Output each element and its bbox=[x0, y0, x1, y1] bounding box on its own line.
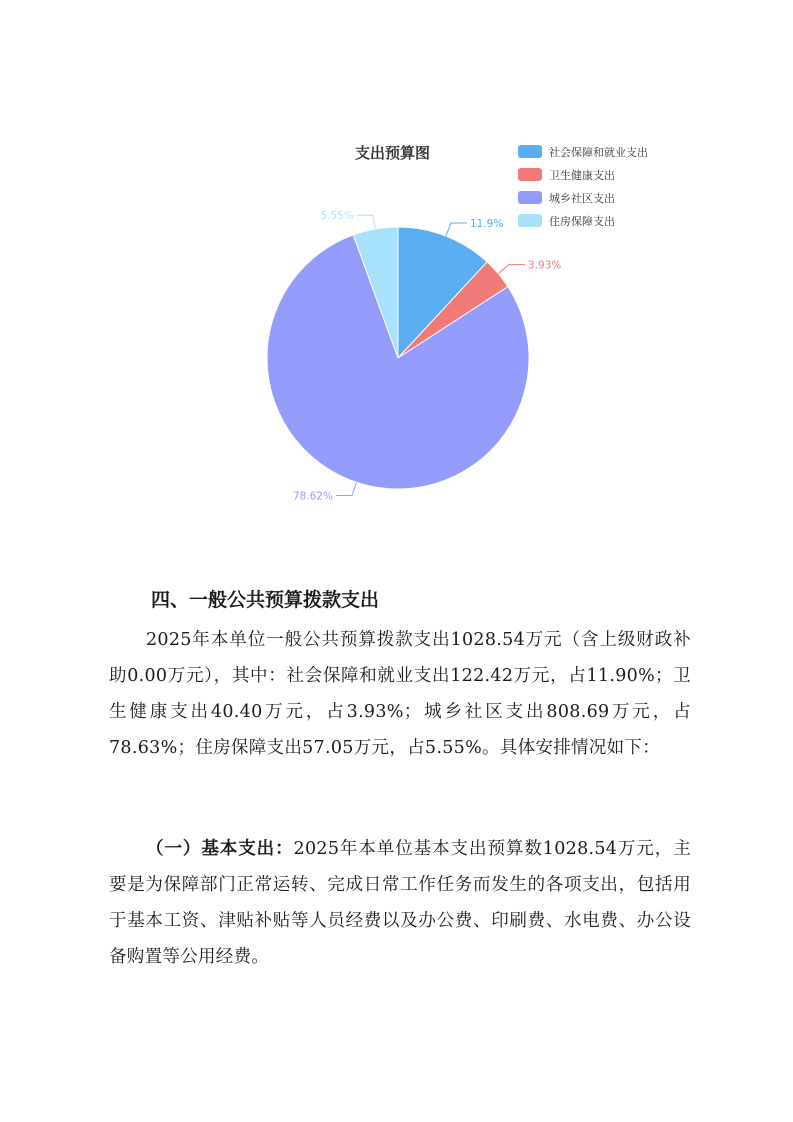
chart-title: 支出预算图 bbox=[355, 144, 431, 162]
pie-leader-line bbox=[357, 215, 375, 229]
pie-leader-line bbox=[446, 223, 467, 236]
legend-label: 卫生健康支出 bbox=[549, 169, 615, 182]
legend-swatch bbox=[518, 191, 542, 204]
legend-label: 住房保障支出 bbox=[549, 215, 615, 228]
legend-swatch bbox=[518, 145, 542, 158]
pie-slice-label: 5.55% bbox=[320, 210, 354, 223]
legend-swatch bbox=[518, 214, 542, 227]
pie-slices bbox=[267, 227, 529, 489]
basic-expenditure-body: 2025年本单位基本支出预算数1028.54万元，主要是为保障部门正常运转、完成日常工作任务而发生的各项支出，包括用于基本工资、津贴补贴等人员经费以及办公费、印刷费、水电费、办公设备购置等公用经费。 bbox=[109, 839, 691, 967]
pie-slice-label: 11.9% bbox=[469, 218, 504, 231]
paragraph-basic-expenditure bbox=[109, 831, 691, 975]
legend-label: 社会保障和就业支出 bbox=[549, 146, 648, 159]
legend-swatch bbox=[518, 168, 542, 181]
basic-expenditure-lead: （一）基本支出： bbox=[146, 839, 294, 859]
legend-label: 城乡社区支出 bbox=[549, 192, 615, 205]
pie-slice-label: 78.62% bbox=[292, 490, 333, 503]
pie-leader-line bbox=[336, 482, 356, 495]
pie-chart bbox=[0, 0, 793, 560]
section-heading: 四、一般公共预算拨款支出 bbox=[151, 589, 380, 611]
pie-slice-label: 3.93% bbox=[527, 259, 562, 272]
pie-leader-line bbox=[498, 265, 525, 274]
paragraph-general-budget: 2025年本单位一般公共预算拨款支出1028.54万元（含上级财政补助0.00万元），其中：社会保障和就业支出122.42万元，占11.90%；卫生健康支出40.40万元，占3.93%；城乡社区支出808.69万元，占78.63%；住房保障支出57.05万元，占5.55%。具体安排情况如下： bbox=[109, 630, 691, 758]
chart-legend bbox=[518, 145, 648, 228]
